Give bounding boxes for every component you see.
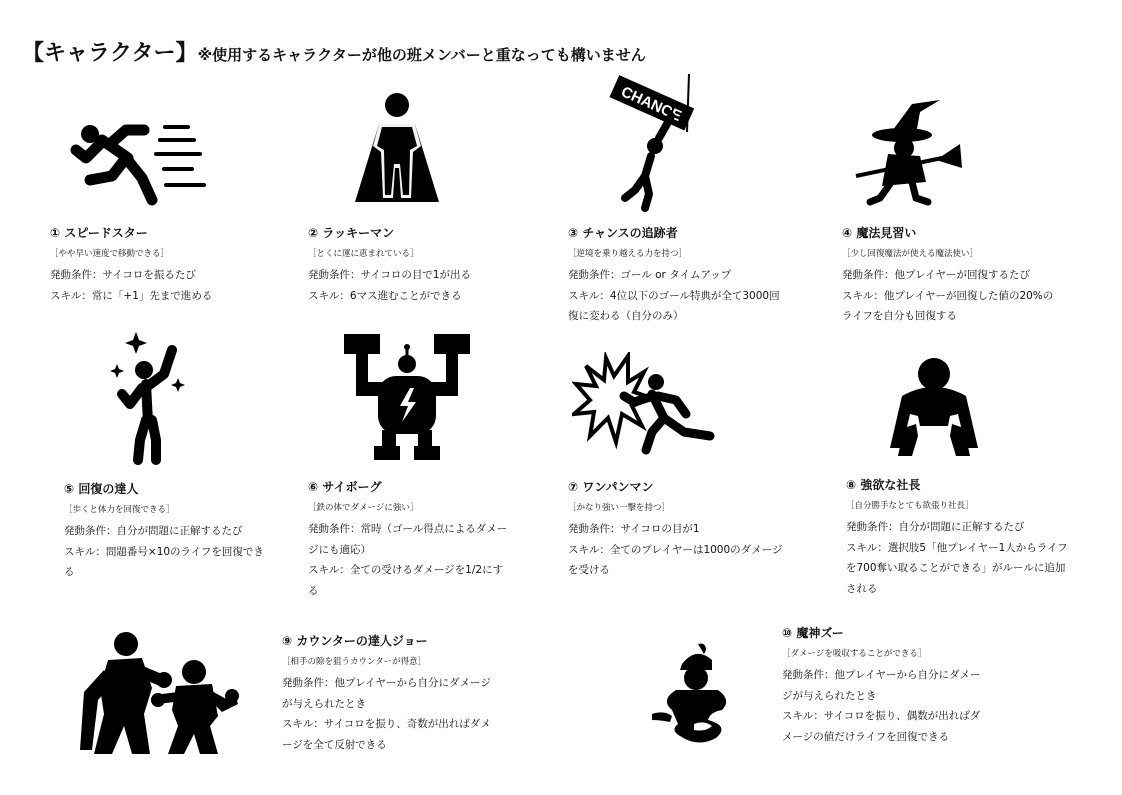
character-skill: スキル：サイコロを振り、奇数が出ればダメージを全て反射できる xyxy=(282,718,491,751)
sumo-figure-icon xyxy=(888,356,980,461)
boxers-icon xyxy=(78,630,240,758)
character-tagline: ［少し回復魔法が使える魔法使い］ xyxy=(842,249,979,259)
character-skill: スキル：常に「+1」先まで進める xyxy=(50,289,213,302)
page-title xyxy=(22,36,646,67)
character-condition: 発動条件：自分が問題に正解するたび xyxy=(64,525,243,537)
character-condition: 発動条件：常時（ゴール得点によるダメージにも適応） xyxy=(308,523,508,556)
character-name: ④ 魔法見習い xyxy=(842,226,917,240)
character-card-6 xyxy=(308,478,513,601)
robot-icon xyxy=(342,332,472,462)
witch-on-broom-icon xyxy=(850,98,965,208)
character-tagline: ［自分勝手なとても欲張り社長］ xyxy=(846,501,974,511)
character-skill: スキル：他プレイヤーが回復した値の20%のライフを自分も回復する xyxy=(842,289,1054,322)
character-condition: 発動条件：サイコロの目で1が出る xyxy=(308,269,472,281)
character-tagline: ［やや早い速度で移動できる］ xyxy=(50,249,170,259)
character-tagline: ［相手の隙を狙うカウンターが得意］ xyxy=(282,657,427,667)
character-card-8 xyxy=(846,476,1071,599)
character-name: ② ラッキーマン xyxy=(308,226,395,240)
character-condition: 発動条件：ゴール or タイムアップ xyxy=(568,269,732,281)
character-condition: 発動条件：他プレイヤーから自分にダメージが与えられたとき xyxy=(282,677,491,710)
character-name: ⑥ サイボーグ xyxy=(308,480,382,494)
caped-hero-icon xyxy=(355,92,440,207)
sparkle-person-icon xyxy=(108,330,188,465)
title-main: 【キャラクター】 xyxy=(22,41,198,66)
character-condition: 発動条件：他プレイヤーが回復するたび xyxy=(842,269,1031,281)
character-name: ⑧ 強欲な社長 xyxy=(846,478,921,492)
character-card-9 xyxy=(282,632,494,755)
character-name: ③ チャンスの追跡者 xyxy=(568,226,678,240)
character-skill: スキル：サイコロを振り、偶数が出ればダメージの値だけライフを回復できる xyxy=(782,710,981,743)
character-skill: スキル：選択肢5「他プレイヤー1人からライフを700奪い取ることができる」がルールに追加される xyxy=(846,541,1068,595)
character-skill: スキル：6マス進むことができる xyxy=(308,289,462,302)
chance-sign-icon xyxy=(605,72,697,212)
character-condition: 発動条件：サイコロの目が1 xyxy=(568,523,700,535)
character-card-5 xyxy=(64,480,264,583)
title-note: ※使用するキャラクターが他の班メンバーと重なっても構いません xyxy=(197,46,646,64)
character-name: ⑨ カウンターの達人ジョー xyxy=(282,634,428,648)
character-card-10 xyxy=(782,624,987,747)
character-condition: 発動条件：自分が問題に正解するたび xyxy=(846,521,1025,533)
character-card-3 xyxy=(568,224,786,327)
character-skill: スキル：全ての受けるダメージを1/2にする xyxy=(308,564,504,597)
character-tagline: ［とくに運に恵まれている］ xyxy=(308,249,419,259)
character-card-7 xyxy=(568,478,786,581)
character-name: ① スピードスター xyxy=(50,226,148,240)
character-card-4 xyxy=(842,224,1060,327)
character-tagline: ［鉄の体でダメージに強い］ xyxy=(308,503,419,513)
character-tagline: ［逆境を乗り越える力を持つ］ xyxy=(568,249,688,259)
chance-sign-text: CHANCE xyxy=(618,83,684,125)
running-man-icon xyxy=(70,118,210,208)
character-tagline: ［かなり強い一撃を持つ］ xyxy=(568,503,671,513)
character-card-2 xyxy=(308,224,553,306)
character-skill: スキル：4位以下のゴール特典が全て3000回復に変わる（自分のみ） xyxy=(568,289,780,322)
character-card-1 xyxy=(50,224,295,306)
character-condition: 発動条件：サイコロを振るたび xyxy=(50,269,196,281)
character-skill: スキル：問題番号×10のライフを回復できる xyxy=(64,545,264,578)
character-tagline: ［ダメージを吸収することができる］ xyxy=(782,649,927,659)
character-name: ⑦ ワンパンマン xyxy=(568,480,654,494)
character-condition: 発動条件：他プレイヤーから自分にダメージが与えられたとき xyxy=(782,669,981,702)
character-name: ⑩ 魔神ズー xyxy=(782,626,844,640)
punch-burst-icon xyxy=(572,352,717,457)
genie-icon xyxy=(650,640,750,750)
character-skill: スキル：全てのプレイヤーは1000のダメージを受ける xyxy=(568,543,783,576)
character-name: ⑤ 回復の達人 xyxy=(64,482,139,496)
character-tagline: ［歩くと体力を回復できる］ xyxy=(64,505,175,515)
